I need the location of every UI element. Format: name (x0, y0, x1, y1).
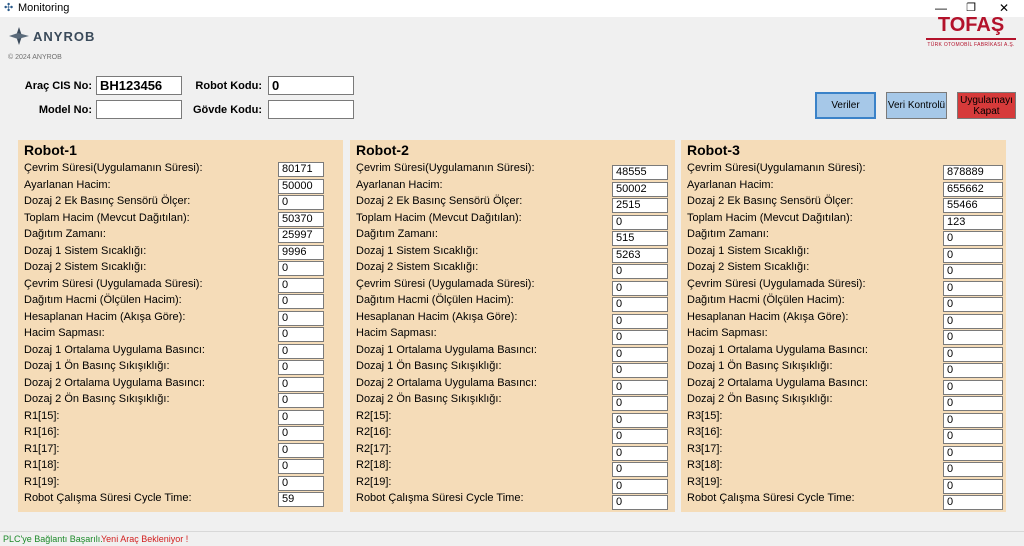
field-label: Dozaj 2 Ön Basınç Sıkışıklığı: (356, 393, 502, 405)
field-label: Hacim Sapması: (24, 327, 105, 339)
panel-title: Robot-2 (356, 142, 409, 158)
field-label: Dozaj 1 Sistem Sıcaklığı: (356, 244, 479, 257)
field-label: Robot Çalışma Süresi Cycle Time: (687, 492, 855, 504)
value-field[interactable]: 0 (943, 264, 1003, 279)
value-field[interactable]: 80171 (278, 162, 324, 177)
title-bar (0, 0, 1024, 17)
field-label: R3[15]: (687, 409, 723, 422)
uygulamayi-kapat-button[interactable]: Uygulamayı Kapat (957, 92, 1016, 119)
field-label: Robot Çalışma Süresi Cycle Time: (356, 492, 524, 504)
field-label: Çevrim Süresi (Uygulamada Süresi): (24, 277, 203, 290)
field-label: Dağıtım Hacmi (Ölçülen Hacim): (687, 294, 845, 306)
field-label: R2[19]: (356, 475, 392, 488)
value-field[interactable]: 0 (612, 446, 668, 461)
value-field[interactable]: 878889 (943, 165, 1003, 180)
value-field[interactable]: 0 (612, 495, 668, 510)
value-field[interactable]: 0 (278, 443, 324, 458)
field-label: R3[16]: (687, 426, 723, 438)
value-field[interactable]: 48555 (612, 165, 668, 180)
restore-button[interactable]: ❐ (966, 2, 976, 14)
value-field[interactable]: 0 (943, 314, 1003, 329)
field-label: R2[15]: (356, 409, 392, 422)
value-field[interactable]: 0 (943, 281, 1003, 296)
field-label: Dozaj 2 Ortalama Uygulama Basıncı: (24, 376, 205, 389)
field-label: Hacim Sapması: (356, 327, 437, 339)
anyrob-logo (8, 26, 95, 46)
value-field[interactable]: 0 (943, 396, 1003, 411)
field-label: R1[18]: (24, 459, 60, 471)
field-label: Dozaj 1 Ön Basınç Sıkışıklığı: (687, 360, 833, 372)
minimize-button[interactable]: — (935, 1, 947, 15)
field-label: Robot Çalışma Süresi Cycle Time: (24, 492, 192, 504)
tofas-subtitle: TÜRK OTOMOBİL FABRİKASI A.Ş. (927, 42, 1015, 48)
field-label: Dozaj 1 Ortalama Uygulama Basıncı: (24, 343, 205, 356)
value-field[interactable]: 0 (278, 360, 324, 375)
value-field[interactable]: 0 (943, 363, 1003, 378)
field-label: R3[18]: (687, 459, 723, 471)
field-label: Dağıtım Zamanı: (24, 228, 106, 240)
field-label: Çevrim Süresi (Uygulamada Süresi): (356, 277, 535, 290)
value-field[interactable]: 0 (278, 327, 324, 342)
value-field[interactable]: 9996 (278, 245, 324, 260)
value-field[interactable]: 0 (943, 330, 1003, 345)
value-field[interactable]: 0 (612, 281, 668, 296)
copyright-text: © 2024 ANYROB (8, 54, 62, 61)
field-label: Toplam Hacim (Mevcut Dağıtılan): (24, 211, 190, 224)
field-label: Dağıtım Hacmi (Ölçülen Hacim): (356, 294, 514, 306)
value-field[interactable]: 55466 (943, 198, 1003, 213)
value-field[interactable]: 59 (278, 492, 324, 507)
field-label: Dozaj 2 Ek Basınç Sensörü Ölçer: (687, 195, 854, 207)
value-field[interactable]: 25997 (278, 228, 324, 243)
field-label: R3[19]: (687, 475, 723, 488)
vehicle-status-text: Yeni Araç Bekleniyor ! (101, 534, 189, 544)
field-label: Dozaj 1 Ortalama Uygulama Basıncı: (356, 343, 537, 356)
field-label: Dozaj 2 Ön Basınç Sıkışıklığı: (24, 393, 170, 405)
value-field[interactable]: 0 (943, 231, 1003, 246)
value-field[interactable]: 0 (943, 380, 1003, 395)
window-title: Monitoring (18, 2, 70, 14)
value-field[interactable]: 0 (943, 462, 1003, 477)
field-label: Çevrim Süresi(Uygulamanın Süresi): (24, 162, 203, 174)
field-label: Hesaplanan Hacim (Akışa Göre): (24, 310, 186, 323)
field-label: Dozaj 1 Ortalama Uygulama Basıncı: (687, 343, 868, 356)
tofas-name: TOFAŞ (937, 14, 1005, 36)
panel-title: Robot-1 (24, 142, 77, 158)
field-label: R1[19]: (24, 475, 60, 488)
value-field[interactable]: 5263 (612, 248, 668, 263)
field-label: Dozaj 1 Ön Basınç Sıkışıklığı: (24, 360, 170, 372)
field-label: R2[16]: (356, 426, 392, 438)
field-label: Ayarlanan Hacim: (24, 178, 111, 191)
value-field[interactable]: 0 (278, 195, 324, 210)
value-field[interactable]: 655662 (943, 182, 1003, 197)
value-field[interactable]: 0 (612, 479, 668, 494)
value-field[interactable]: 0 (943, 446, 1003, 461)
anyrob-logo-icon (8, 26, 30, 46)
field-label: Dozaj 2 Ön Basınç Sıkışıklığı: (687, 393, 833, 405)
field-label: R2[18]: (356, 459, 392, 471)
govde-kodu-label: Gövde Kodu: (192, 104, 262, 116)
model-no-label: Model No: (38, 104, 92, 116)
field-label: Dağıtım Hacmi (Ölçülen Hacim): (24, 294, 182, 306)
field-label: Dağıtım Zamanı: (687, 228, 769, 240)
value-field[interactable]: 50002 (612, 182, 668, 197)
field-label: Dozaj 2 Ortalama Uygulama Basıncı: (356, 376, 537, 389)
arac-cis-label: Araç CIS No: (24, 80, 92, 92)
plc-status-text: PLC'ye Bağlantı Başarılı. (3, 534, 103, 544)
value-field[interactable]: 0 (278, 278, 324, 293)
robot-1-panel (18, 140, 343, 512)
field-label: Dozaj 1 Sistem Sıcaklığı: (24, 244, 147, 257)
field-label: R1[16]: (24, 426, 60, 438)
veri-kontrolu-button[interactable]: Veri Kontrolü (886, 92, 947, 119)
field-label: R3[17]: (687, 442, 723, 455)
status-bar (0, 531, 1024, 546)
arac-cis-field[interactable]: BH123456 (96, 76, 182, 95)
field-label: R1[17]: (24, 442, 60, 455)
value-field[interactable]: 0 (612, 297, 668, 312)
value-field[interactable]: 0 (943, 479, 1003, 494)
value-field[interactable]: 0 (278, 393, 324, 408)
field-label: Dağıtım Zamanı: (356, 228, 438, 240)
field-label: Ayarlanan Hacim: (356, 178, 443, 191)
field-label: R1[15]: (24, 409, 60, 422)
value-field[interactable]: 50000 (278, 179, 324, 194)
tofas-logo (926, 14, 1016, 48)
value-field[interactable]: 0 (612, 314, 668, 329)
robot-2-panel (350, 140, 675, 512)
brand-name: ANYROB (33, 28, 96, 44)
value-field[interactable]: 0 (612, 215, 668, 230)
value-field[interactable]: 0 (278, 261, 324, 276)
robot-3-panel (681, 140, 1006, 512)
value-field[interactable]: 0 (278, 459, 324, 474)
value-field[interactable]: 0 (943, 297, 1003, 312)
value-field[interactable]: 0 (612, 264, 668, 279)
panel-title: Robot-3 (687, 142, 740, 158)
field-label: Hacim Sapması: (687, 327, 768, 339)
field-label: R2[17]: (356, 442, 392, 455)
value-field[interactable]: 0 (943, 429, 1003, 444)
value-field[interactable]: 0 (612, 347, 668, 362)
field-label: Dozaj 2 Ek Basınç Sensörü Ölçer: (24, 195, 191, 207)
field-label: Toplam Hacim (Mevcut Dağıtılan): (356, 211, 522, 224)
value-field[interactable]: 0 (612, 396, 668, 411)
value-field[interactable]: 0 (943, 413, 1003, 428)
field-label: Çevrim Süresi (Uygulamada Süresi): (687, 277, 866, 290)
value-field[interactable]: 0 (612, 380, 668, 395)
close-button[interactable]: ✕ (998, 1, 1010, 15)
field-label: Hesaplanan Hacim (Akışa Göre): (356, 310, 518, 323)
field-label: Dozaj 2 Sistem Sıcaklığı: (687, 261, 810, 273)
value-field[interactable]: 0 (612, 429, 668, 444)
app-icon: ✣ (4, 2, 14, 14)
value-field[interactable]: 0 (612, 363, 668, 378)
govde-kodu-field[interactable] (268, 100, 354, 119)
value-field[interactable]: 515 (612, 231, 668, 246)
field-label: Dozaj 2 Sistem Sıcaklığı: (24, 261, 147, 273)
robot-kodu-label: Robot Kodu: (195, 80, 262, 92)
value-field[interactable]: 0 (278, 294, 324, 309)
value-field[interactable]: 0 (278, 344, 324, 359)
field-label: Çevrim Süresi(Uygulamanın Süresi): (687, 162, 866, 174)
value-field[interactable]: 0 (278, 311, 324, 326)
value-field[interactable]: 0 (612, 330, 668, 345)
value-field[interactable]: 0 (612, 462, 668, 477)
field-label: Hesaplanan Hacim (Akışa Göre): (687, 310, 849, 323)
field-label: Toplam Hacim (Mevcut Dağıtılan): (687, 211, 853, 224)
value-field[interactable]: 0 (278, 410, 324, 425)
value-field[interactable]: 0 (278, 426, 324, 441)
value-field[interactable]: 0 (943, 248, 1003, 263)
field-label: Çevrim Süresi(Uygulamanın Süresi): (356, 162, 535, 174)
value-field[interactable]: 0 (278, 476, 324, 491)
field-label: Ayarlanan Hacim: (687, 178, 774, 191)
value-field[interactable]: 0 (943, 347, 1003, 362)
value-field[interactable]: 0 (612, 413, 668, 428)
veriler-button[interactable]: Veriler (815, 92, 876, 119)
value-field[interactable]: 123 (943, 215, 1003, 230)
field-label: Dozaj 1 Ön Basınç Sıkışıklığı: (356, 360, 502, 372)
value-field[interactable]: 50370 (278, 212, 324, 227)
field-label: Dozaj 2 Sistem Sıcaklığı: (356, 261, 479, 273)
tofas-divider (926, 38, 1016, 40)
value-field[interactable]: 0 (278, 377, 324, 392)
field-label: Dozaj 1 Sistem Sıcaklığı: (687, 244, 810, 257)
robot-kodu-field[interactable]: 0 (268, 76, 354, 95)
value-field[interactable]: 0 (943, 495, 1003, 510)
value-field[interactable]: 2515 (612, 198, 668, 213)
model-no-field[interactable] (96, 100, 182, 119)
field-label: Dozaj 2 Ek Basınç Sensörü Ölçer: (356, 195, 523, 207)
field-label: Dozaj 2 Ortalama Uygulama Basıncı: (687, 376, 868, 389)
